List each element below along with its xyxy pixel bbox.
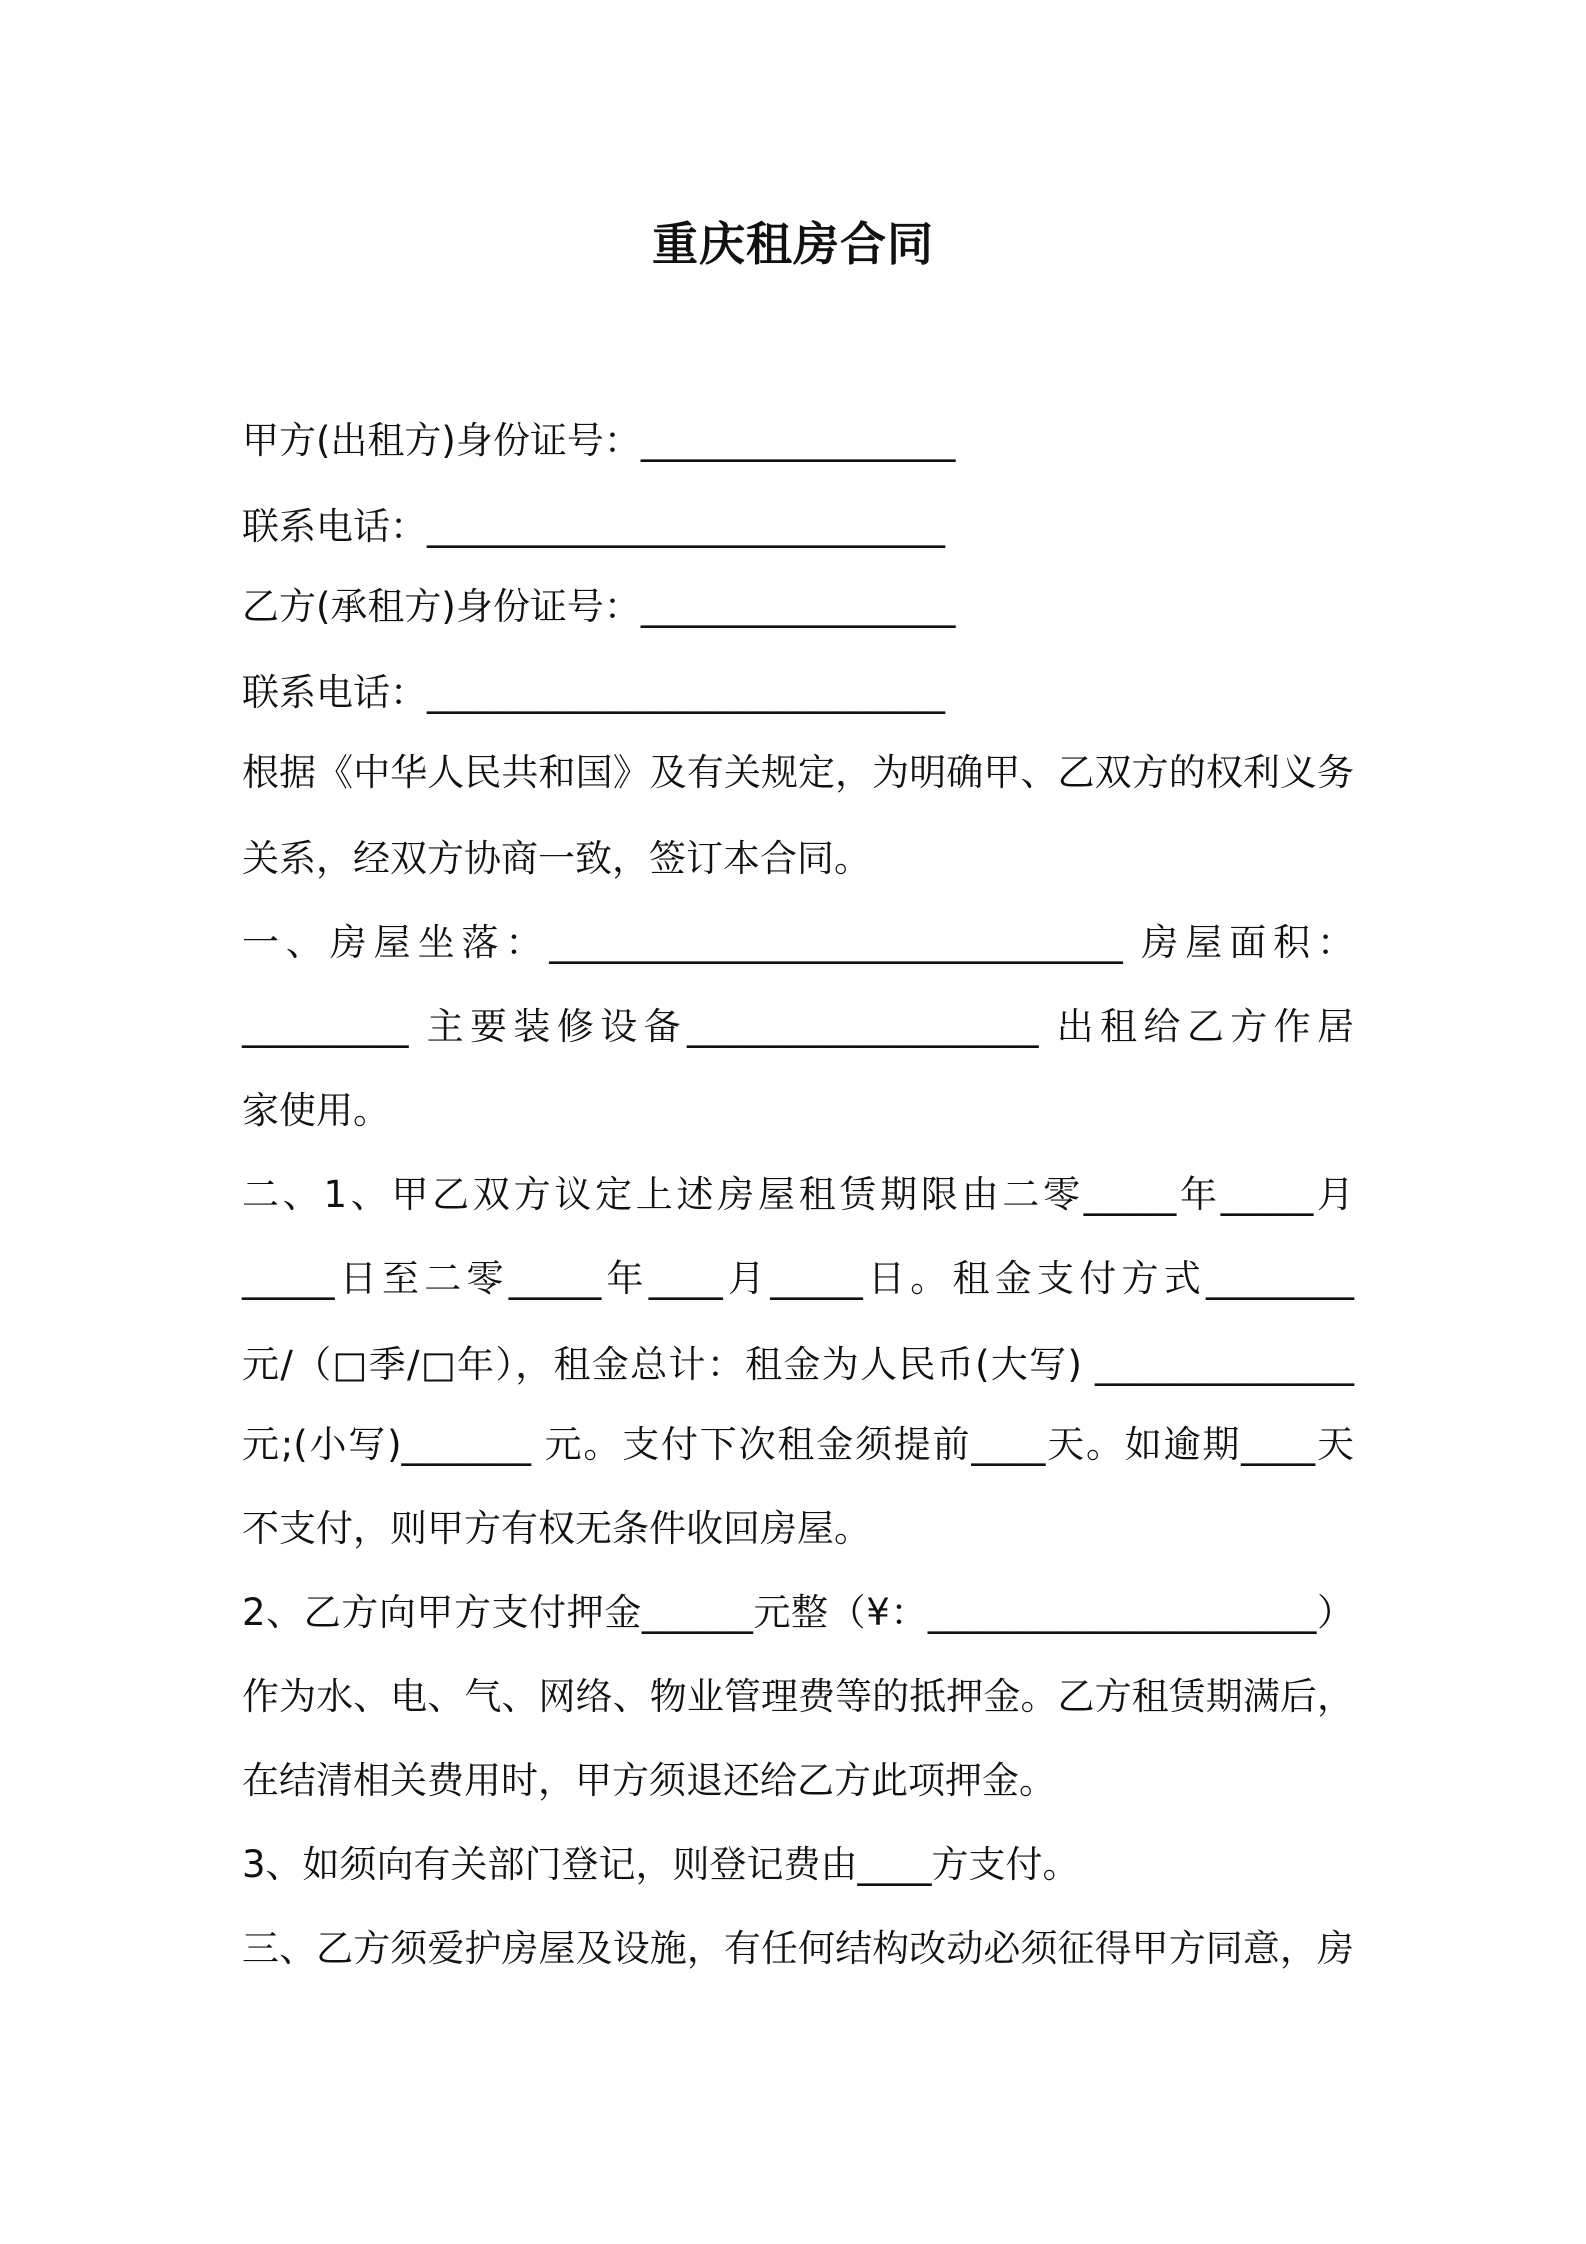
clause-2-2-line-1: 2、乙方向甲方支付押金______元整（¥：_____________________） [242,1591,1354,1634]
party-a-id-line: 甲方(出租方)身份证号：_________________ [242,419,956,462]
preamble-line-1: 根据《中华人民共和国》及有关规定，为明确甲、乙双方的权利义务 [242,751,1354,794]
party-a-phone-line: 联系电话：____________________________ [242,505,945,548]
clause-1-line-1: 一、房屋坐落：_______________________________ 房屋面积： [242,921,1354,964]
clause-2-1-line-1: 二、1、甲乙双方议定上述房屋租赁期限由二零_____年_____月 [242,1173,1354,1216]
clause-2-3-line: 3、如须向有关部门登记，则登记费由____方支付。 [242,1843,1080,1886]
clause-2-1-line-3: 元/（□季/□年），租金总计：租金为人民币(大写) ______________ [242,1343,1354,1386]
clause-2-1-line-5: 不支付，则甲方有权无条件收回房屋。 [242,1507,871,1550]
clause-3-line-1: 三、乙方须爱护房屋及设施，有任何结构改动必须征得甲方同意，房 [242,1927,1354,1970]
clause-2-1-line-4: 元;(小写)_______ 元。支付下次租金须提前____天。如逾期____天 [242,1423,1354,1466]
clause-1-line-3: 家使用。 [242,1089,390,1132]
clause-1-line-2: _________ 主要装修设备___________________ 出租给乙方作居 [242,1005,1354,1048]
clause-2-1-line-2: _____日至二零_____年____月_____日。租金支付方式________ [242,1257,1354,1300]
party-b-id-line: 乙方(承租方)身份证号：_________________ [242,585,956,628]
clause-2-2-line-2: 作为水、电、气、网络、物业管理费等的抵押金。乙方租赁期满后， [242,1675,1354,1718]
preamble-line-2: 关系，经双方协商一致，签订本合同。 [242,837,871,880]
clause-2-2-line-3: 在结清相关费用时，甲方须退还给乙方此项押金。 [242,1759,1056,1802]
document-title: 重庆租房合同 [652,217,934,271]
party-b-phone-line: 联系电话：____________________________ [242,671,945,714]
